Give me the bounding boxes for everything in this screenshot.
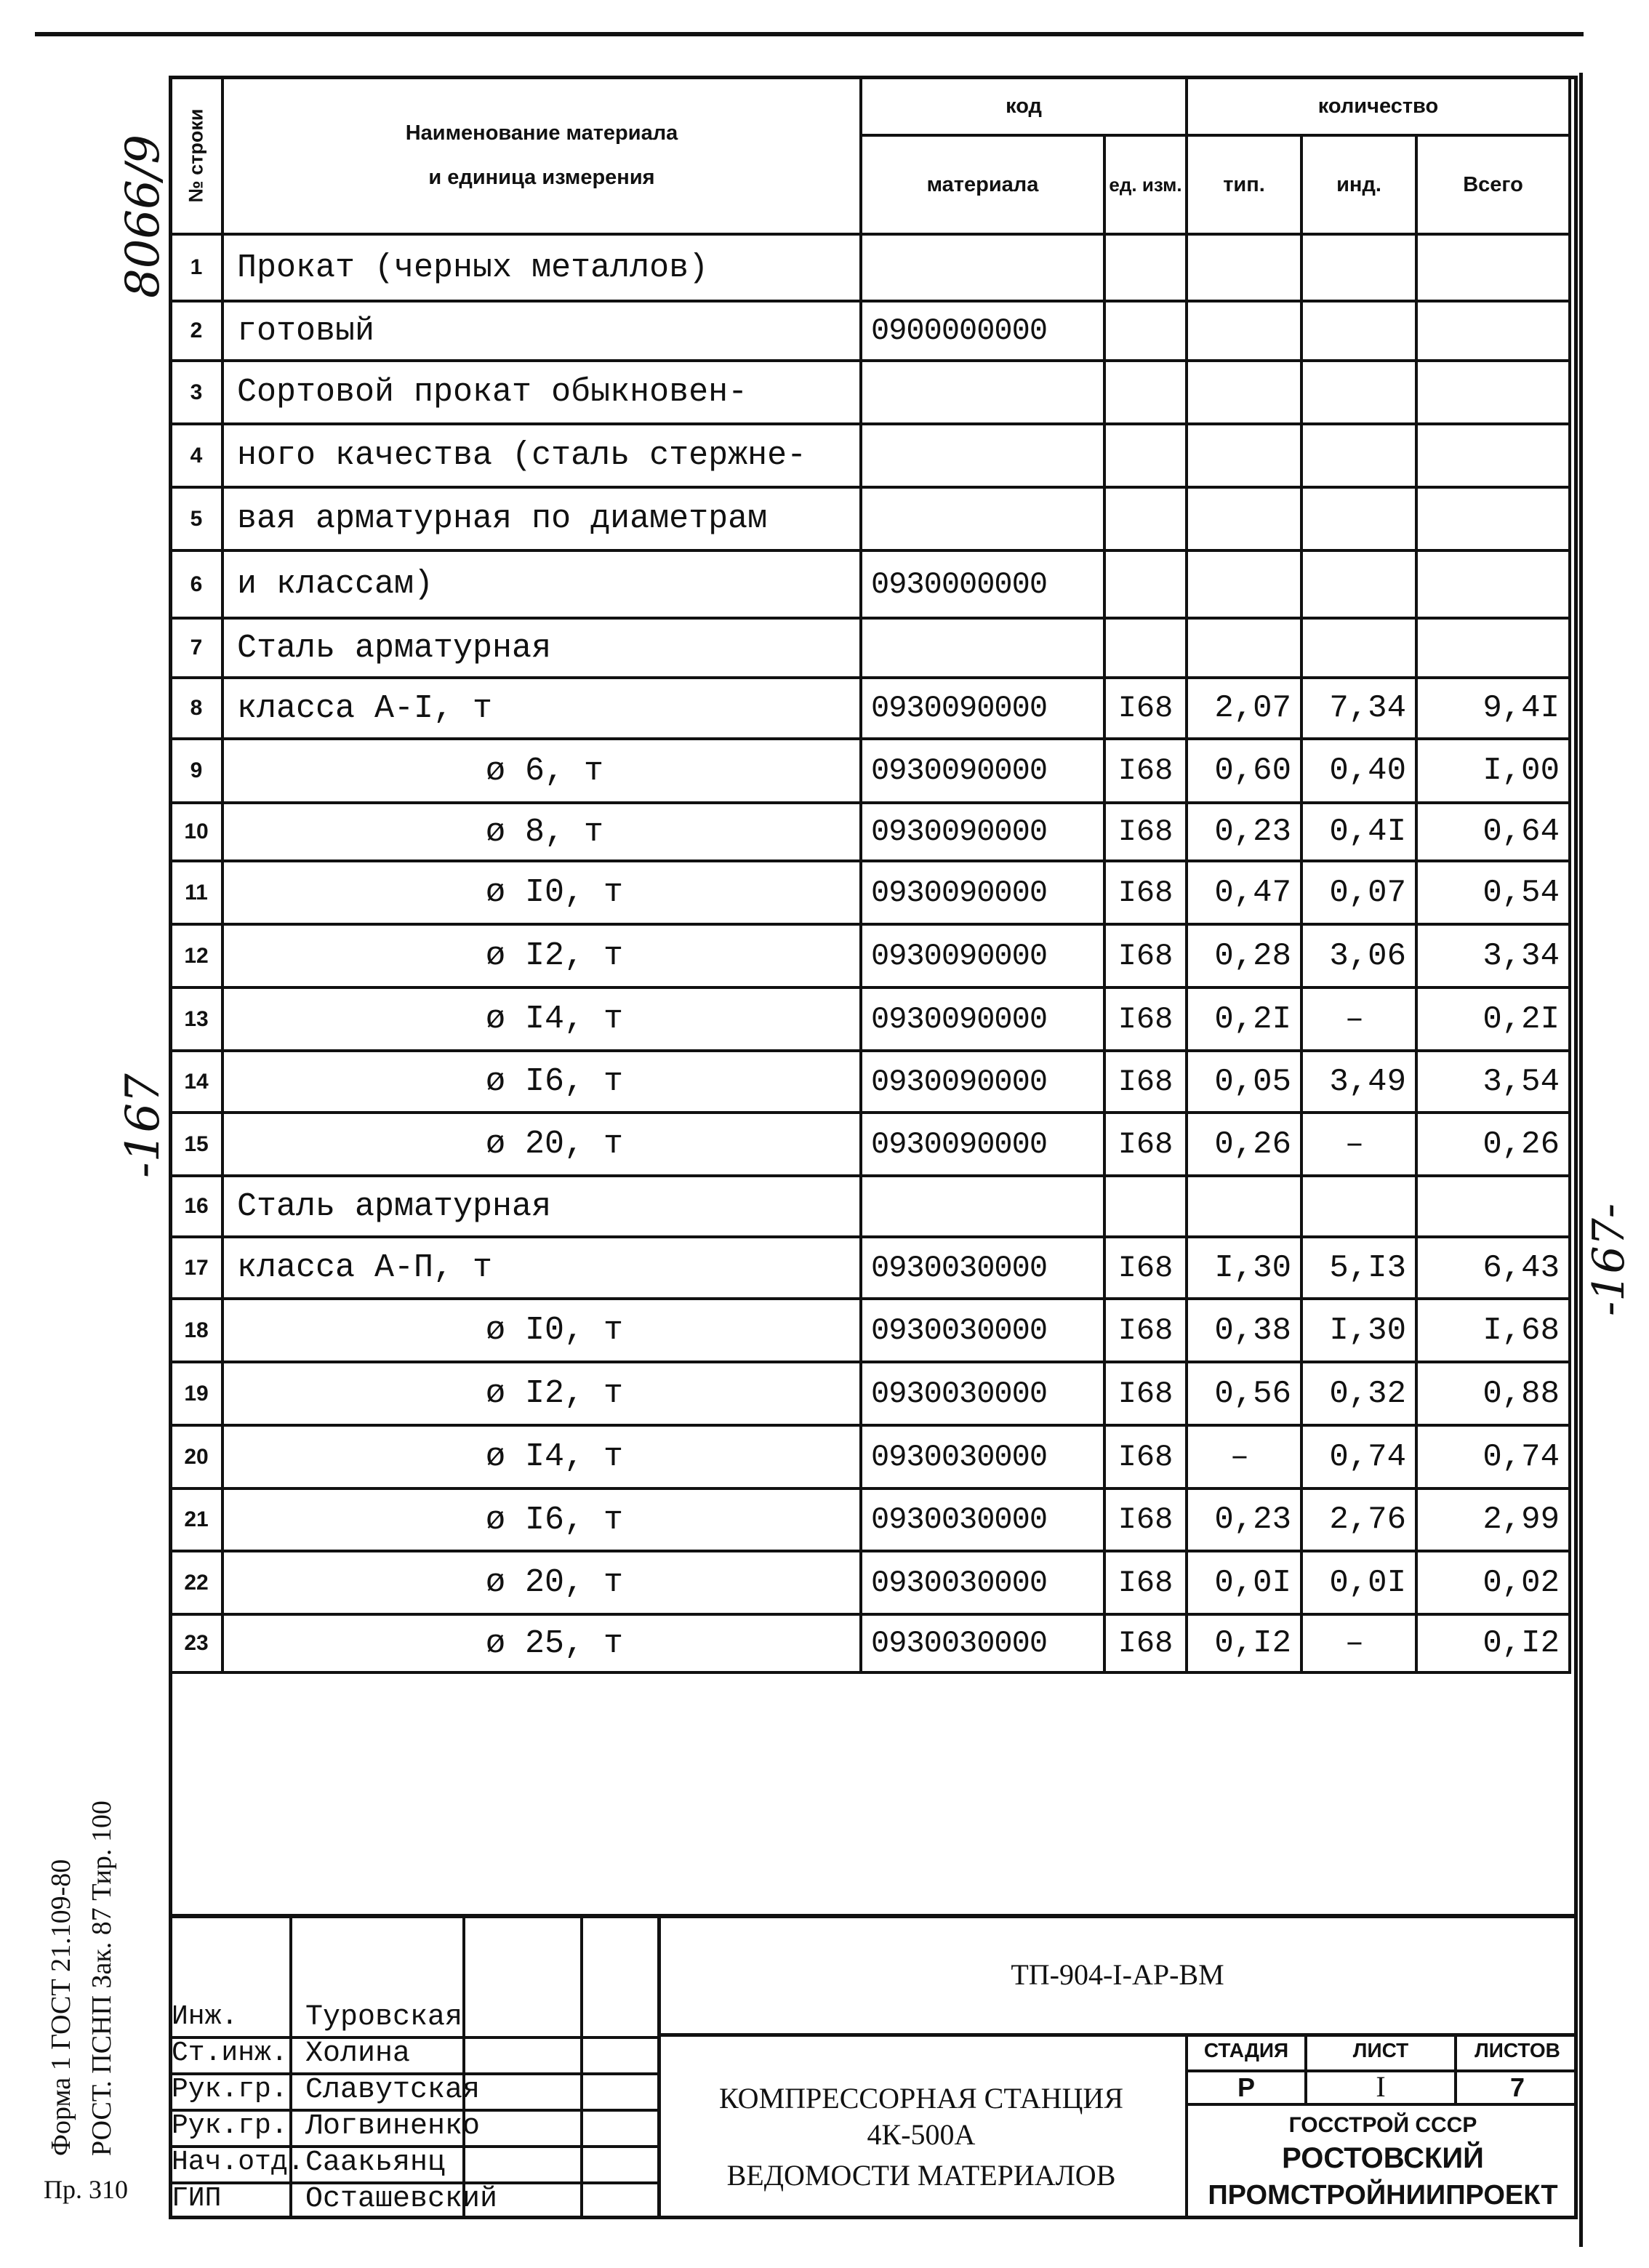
qty-total-cell: I,00 [1416,739,1570,803]
table-row [170,803,1570,861]
qty-individual-cell [1301,424,1416,487]
qty-individual-cell [1301,487,1416,550]
qty-typical-cell [1187,618,1301,678]
pr-note: Пр. 310 [44,2175,128,2204]
qty-individual-cell: 5,I3 [1301,1237,1416,1299]
qty-individual-cell: 2,76 [1301,1488,1416,1551]
qty-total-cell: 0,2I [1416,987,1570,1051]
sheet-label: ЛИСТ [1352,2039,1409,2061]
qty-total-cell: 2,99 [1416,1488,1570,1551]
row-number-cell: 13 [170,987,222,1051]
material-code-cell: 0930090000 [861,803,1104,861]
material-name-cell: класса А-П, т [222,1237,861,1299]
row-number-cell: 22 [170,1551,222,1614]
material-code-cell: 0930090000 [861,1113,1104,1176]
qty-total-cell [1416,550,1570,618]
signature-name: Славутская [305,2074,481,2107]
signature-role: Рук.гр. [172,2074,288,2105]
table-row [170,424,1570,487]
org-institute: ПРОМСТРОЙНИИПРОЕКТ [1208,2180,1558,2211]
qty-total-cell: 0,74 [1416,1425,1570,1488]
material-name-cell: ø 20, т [222,1551,861,1614]
unit-code-cell: I68 [1104,1299,1187,1362]
qty-total-cell [1416,424,1570,487]
qty-individual-cell: 7,34 [1301,678,1416,739]
table-row [170,618,1570,678]
row-number-cell: 14 [170,1051,222,1113]
table-row [170,234,1570,301]
sheet-value: I [1376,2070,1386,2103]
qty-typical-cell: 0,56 [1187,1362,1301,1425]
qty-typical-cell [1187,487,1301,550]
unit-code-cell: I68 [1104,924,1187,987]
qty-typical-cell: 2,07 [1187,678,1301,739]
table-row [170,1237,1570,1299]
unit-code-cell: I68 [1104,987,1187,1051]
unit-code-cell [1104,424,1187,487]
table-row [170,678,1570,739]
qty-typical-cell: – [1187,1425,1301,1488]
qty-total-cell: 6,43 [1416,1237,1570,1299]
qty-typical-cell [1187,301,1301,361]
qty-individual-cell [1301,301,1416,361]
page-right-edge [1579,73,1583,2247]
table-row [170,987,1570,1051]
unit-code-cell: I68 [1104,1362,1187,1425]
material-name-cell: готовый [222,301,861,361]
row-number-cell: 4 [170,424,222,487]
table-row [170,1425,1570,1488]
row-number-cell: 17 [170,1237,222,1299]
material-name-cell: класса А-I, т [222,678,861,739]
unit-code-cell [1104,1176,1187,1237]
qty-total-cell [1416,618,1570,678]
material-name-cell: ø I2, т [222,1362,861,1425]
qty-total-cell [1416,234,1570,301]
handwritten-archive-number: 8066/9 [116,134,170,298]
row-number-cell: 8 [170,678,222,739]
material-name-cell: ø I6, т [222,1488,861,1551]
header-qty-total: Всего [1416,135,1570,234]
qty-individual-cell: I,30 [1301,1299,1416,1362]
unit-code-cell [1104,234,1187,301]
table-row [170,1299,1570,1362]
row-number-cell: 5 [170,487,222,550]
header-row-number: № строки [170,77,222,234]
material-name-cell: и классам) [222,550,861,618]
table-row [170,1614,1570,1672]
header-material-name: Наименование материала и единица измерения [222,77,861,234]
qty-individual-cell: 3,49 [1301,1051,1416,1113]
qty-typical-cell [1187,234,1301,301]
qty-total-cell: 3,34 [1416,924,1570,987]
document-code: ТП-904-I-АР-ВМ [1011,1958,1224,1991]
qty-typical-cell: 0,28 [1187,924,1301,987]
qty-typical-cell: 0,05 [1187,1051,1301,1113]
material-code-cell: 0930090000 [861,987,1104,1051]
material-name-cell: Прокат (черных металлов) [222,234,861,301]
table-row [170,861,1570,924]
material-code-cell [861,234,1104,301]
material-code-cell: 0930030000 [861,1299,1104,1362]
qty-typical-cell [1187,361,1301,424]
qty-individual-cell: 0,40 [1301,739,1416,803]
unit-code-cell [1104,361,1187,424]
material-name-cell: вая арматурная по диаметрам [222,487,861,550]
unit-code-cell: I68 [1104,678,1187,739]
qty-typical-cell: 0,38 [1187,1299,1301,1362]
row-number-cell: 7 [170,618,222,678]
qty-total-cell: 0,I2 [1416,1614,1570,1672]
header-qty-typical: тип. [1187,135,1301,234]
material-code-cell [861,424,1104,487]
table-row [170,1551,1570,1614]
header-qty-individual: инд. [1301,135,1416,234]
handwritten-page-left: -167 [116,1073,170,1178]
material-name-cell: ного качества (сталь стержне- [222,424,861,487]
material-code-cell: 0930030000 [861,1362,1104,1425]
material-name-cell: ø I4, т [222,987,861,1051]
material-code-cell: 0930030000 [861,1551,1104,1614]
material-name-cell: Сталь арматурная [222,1176,861,1237]
qty-total-cell [1416,1176,1570,1237]
row-number-cell: 9 [170,739,222,803]
qty-total-cell: I,68 [1416,1299,1570,1362]
table-row [170,924,1570,987]
unit-code-cell: I68 [1104,1614,1187,1672]
qty-individual-cell [1301,1176,1416,1237]
signature-name: Туровская [305,2001,463,2034]
header-code-unit: ед. изм. [1104,135,1187,234]
material-code-cell: 0900000000 [861,301,1104,361]
qty-typical-cell: 0,23 [1187,803,1301,861]
unit-code-cell [1104,487,1187,550]
qty-typical-cell [1187,550,1301,618]
table-row [170,1488,1570,1551]
unit-code-cell: I68 [1104,1113,1187,1176]
qty-individual-cell [1301,618,1416,678]
material-code-cell: 0930030000 [861,1425,1104,1488]
signature-name: Логвиненко [305,2110,481,2143]
unit-code-cell [1104,550,1187,618]
material-code-cell [861,361,1104,424]
qty-individual-cell [1301,361,1416,424]
object-name-line3: ВЕДОМОСТИ МАТЕРИАЛОВ [726,2159,1116,2192]
material-code-cell: 0930030000 [861,1614,1104,1672]
signature-role: Рук.гр. [172,2110,288,2141]
unit-code-cell: I68 [1104,739,1187,803]
material-code-cell: 0930090000 [861,678,1104,739]
material-name-cell: ø I6, т [222,1051,861,1113]
page-top-edge [35,32,1584,36]
handwritten-page-right: -167- [1584,1203,1634,1316]
signature-role: ГИП [172,2183,222,2214]
org-ministry: ГОССТРОЙ СССР [1288,2113,1477,2137]
qty-typical-cell: 0,60 [1187,739,1301,803]
row-number-cell: 20 [170,1425,222,1488]
stage-label: СТАДИЯ [1203,2039,1289,2061]
qty-typical-cell: 0,26 [1187,1113,1301,1176]
unit-code-cell: I68 [1104,1551,1187,1614]
table-row [170,1113,1570,1176]
print-note: РОСТ. ПСНП Зак. 87 Тир. 100 [87,1800,117,2156]
qty-total-cell [1416,301,1570,361]
table-row [170,739,1570,803]
signature-role: Инж. [172,2001,238,2032]
row-number-cell: 12 [170,924,222,987]
row-number-cell: 16 [170,1176,222,1237]
signature-name: Осташевский [305,2183,498,2216]
qty-typical-cell: 0,I2 [1187,1614,1301,1672]
material-name-cell: Сортовой прокат обыкновен- [222,361,861,424]
row-number-cell: 10 [170,803,222,861]
row-number-cell: 19 [170,1362,222,1425]
material-name-cell: ø 25, т [222,1614,861,1672]
table-row [170,1362,1570,1425]
row-number-cell: 23 [170,1614,222,1672]
signature-name: Саакьянц [305,2147,446,2179]
material-code-cell: 0930030000 [861,1237,1104,1299]
row-number-cell: 6 [170,550,222,618]
qty-typical-cell: 0,2I [1187,987,1301,1051]
row-number-cell: 2 [170,301,222,361]
qty-total-cell: 0,54 [1416,861,1570,924]
unit-code-cell: I68 [1104,1051,1187,1113]
material-name-cell: ø I4, т [222,1425,861,1488]
row-number-cell: 3 [170,361,222,424]
material-code-cell [861,618,1104,678]
row-number-cell: 15 [170,1113,222,1176]
qty-individual-cell: 0,07 [1301,861,1416,924]
row-number-cell: 18 [170,1299,222,1362]
qty-individual-cell: 0,0I [1301,1551,1416,1614]
signature-role: Ст.инж. [172,2037,288,2069]
header-code-group: код [861,77,1187,135]
qty-total-cell: 3,54 [1416,1051,1570,1113]
unit-code-cell: I68 [1104,1425,1187,1488]
row-number-cell: 11 [170,861,222,924]
material-code-cell: 0930030000 [861,1488,1104,1551]
unit-code-cell [1104,301,1187,361]
material-name-cell: Сталь арматурная [222,618,861,678]
sheets-value: 7 [1509,2072,1525,2102]
qty-total-cell: 0,64 [1416,803,1570,861]
material-code-cell: 0930090000 [861,739,1104,803]
stage-value: Р [1237,2072,1255,2102]
table-row [170,487,1570,550]
unit-code-cell: I68 [1104,861,1187,924]
material-code-cell: 0930000000 [861,550,1104,618]
row-number-cell: 1 [170,234,222,301]
qty-individual-cell: 0,4I [1301,803,1416,861]
qty-individual-cell: 3,06 [1301,924,1416,987]
qty-total-cell: 9,4I [1416,678,1570,739]
material-name-cell: ø 8, т [222,803,861,861]
qty-typical-cell: 0,47 [1187,861,1301,924]
qty-individual-cell: – [1301,987,1416,1051]
object-name-line2: 4К-500А [867,2118,976,2151]
qty-typical-cell: 0,0I [1187,1551,1301,1614]
table-row [170,301,1570,361]
table-row [170,361,1570,424]
qty-individual-cell [1301,550,1416,618]
header-code-material: материала [861,135,1104,234]
material-code-cell: 0930090000 [861,861,1104,924]
qty-typical-cell [1187,424,1301,487]
table-row [170,1176,1570,1237]
sheets-label: ЛИСТОВ [1475,2039,1560,2061]
table-row [170,1051,1570,1113]
material-name-cell: ø I0, т [222,861,861,924]
qty-total-cell: 0,26 [1416,1113,1570,1176]
unit-code-cell: I68 [1104,1237,1187,1299]
qty-total-cell: 0,02 [1416,1551,1570,1614]
qty-individual-cell: – [1301,1113,1416,1176]
unit-code-cell [1104,618,1187,678]
material-name-cell: ø I2, т [222,924,861,987]
table-row [170,550,1570,618]
qty-total-cell: 0,88 [1416,1362,1570,1425]
qty-typical-cell: 0,23 [1187,1488,1301,1551]
signature-name: Холина [305,2037,411,2070]
object-name-line1: КОМПРЕССОРНАЯ СТАНЦИЯ [719,2082,1123,2115]
material-code-cell: 0930090000 [861,924,1104,987]
qty-individual-cell: 0,74 [1301,1425,1416,1488]
qty-typical-cell: I,30 [1187,1237,1301,1299]
qty-individual-cell [1301,234,1416,301]
qty-total-cell [1416,487,1570,550]
material-code-cell: 0930090000 [861,1051,1104,1113]
material-name-cell: ø 6, т [222,739,861,803]
form-note: Форма 1 ГОСТ 21.109-80 [46,1859,76,2156]
signature-role: Нач.отд. [172,2147,305,2178]
qty-individual-cell: 0,32 [1301,1362,1416,1425]
qty-typical-cell [1187,1176,1301,1237]
row-number-cell: 21 [170,1488,222,1551]
qty-total-cell [1416,361,1570,424]
qty-individual-cell: – [1301,1614,1416,1672]
material-name-cell: ø 20, т [222,1113,861,1176]
unit-code-cell: I68 [1104,1488,1187,1551]
org-city: РОСТОВСКИЙ [1282,2142,1484,2174]
unit-code-cell: I68 [1104,803,1187,861]
material-name-cell: ø I0, т [222,1299,861,1362]
material-code-cell [861,487,1104,550]
materials-table [169,76,1571,1674]
material-code-cell [861,1176,1104,1237]
header-quantity-group: количество [1187,77,1570,135]
